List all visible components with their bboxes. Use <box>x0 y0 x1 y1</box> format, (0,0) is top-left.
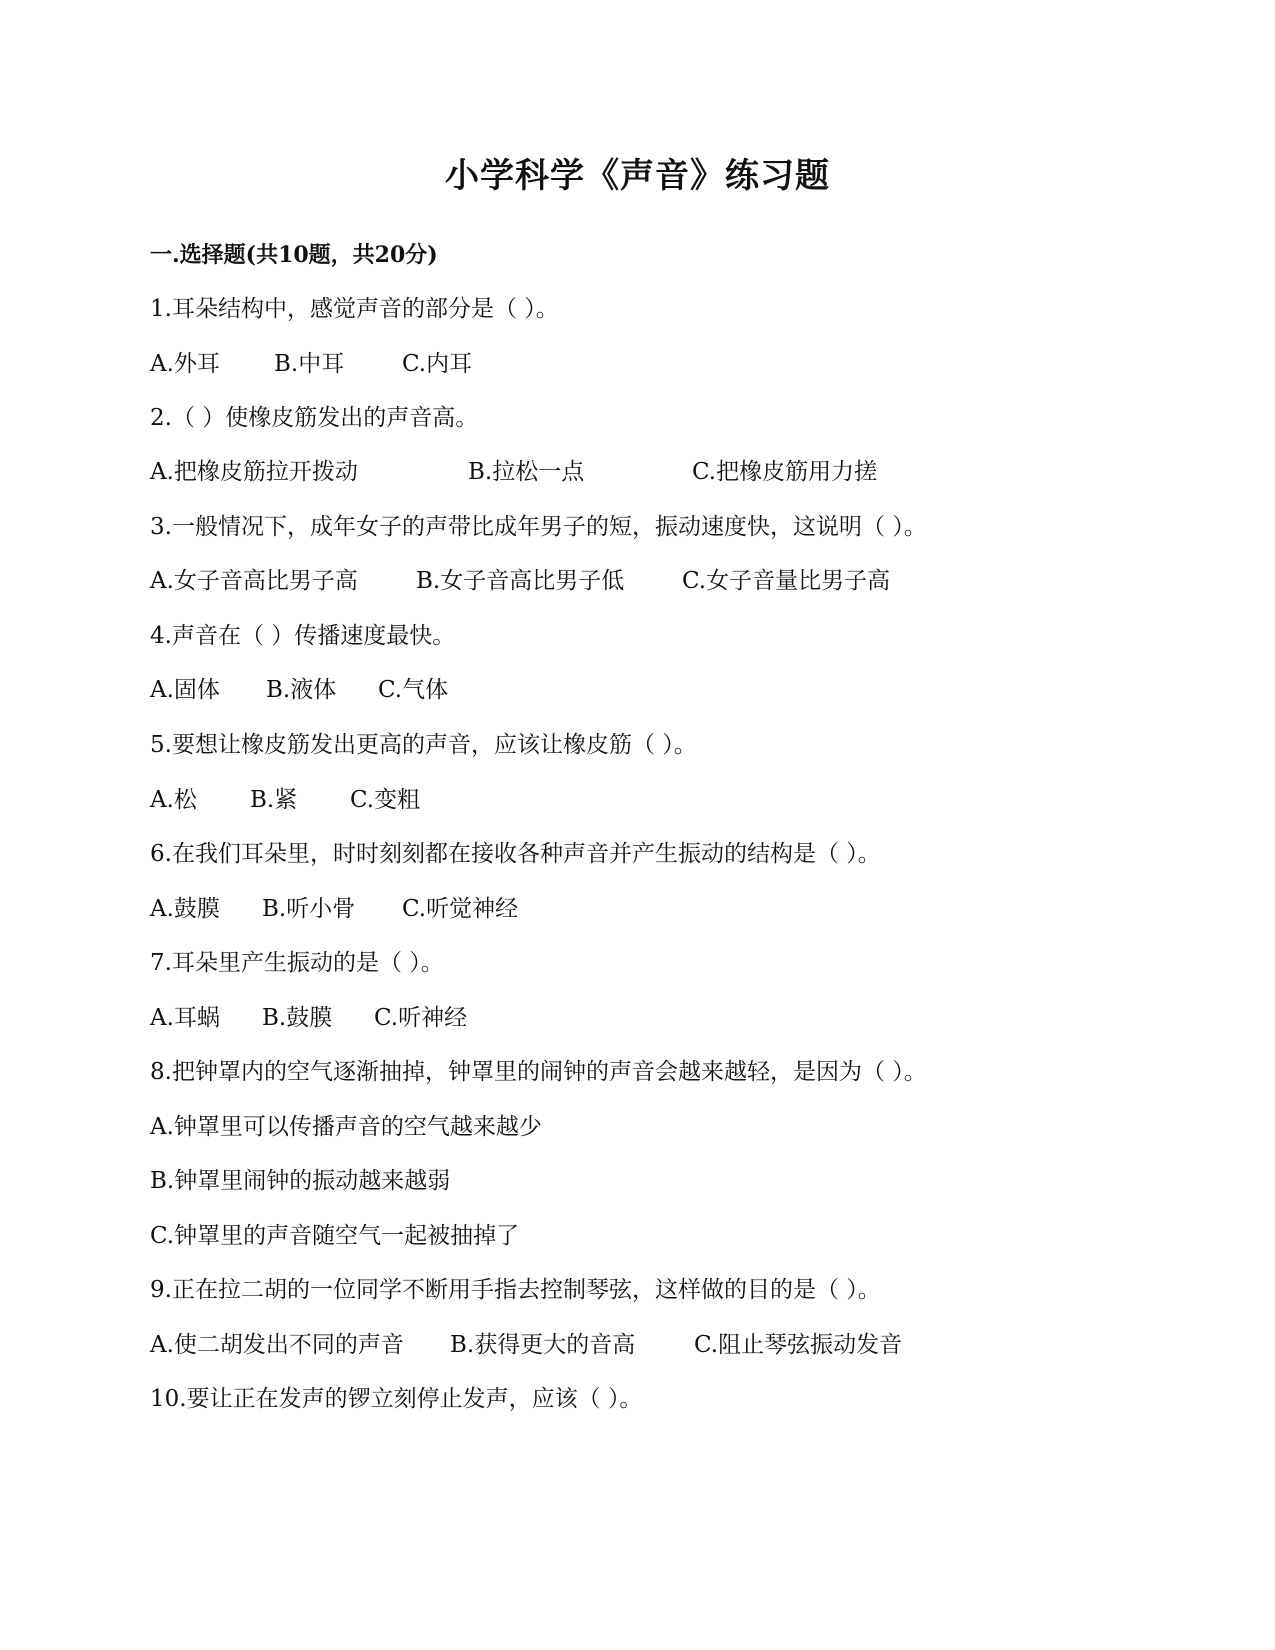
question-2-stem: 2.（ ）使橡皮筋发出的声音高。 <box>150 405 479 431</box>
question-1-options <box>150 345 472 378</box>
option-a: A.外耳 <box>150 351 220 377</box>
option-c: C.变粗 <box>350 787 421 813</box>
option-a: A.固体 <box>150 677 220 703</box>
question-8-stem: 8.把钟罩内的空气逐渐抽掉，钟罩里的闹钟的声音会越来越轻，是因为（ ）。 <box>150 1059 927 1085</box>
question-6-options <box>150 890 518 923</box>
question-6-stem: 6.在我们耳朵里，时时刻刻都在接收各种声音并产生振动的结构是（ ）。 <box>150 841 881 867</box>
option-c: C.把橡皮筋用力搓 <box>692 459 878 485</box>
question-3-stem: 3.一般情况下，成年女子的声带比成年男子的短，振动速度快，这说明（ ）。 <box>150 514 927 540</box>
question-9-options <box>150 1326 902 1359</box>
option-a: A.女子音高比男子高 <box>150 568 358 594</box>
option-c: C.听神经 <box>374 1005 468 1031</box>
option-a: A.使二胡发出不同的声音 <box>150 1332 404 1358</box>
option-c: C.内耳 <box>402 351 473 377</box>
question-2-options <box>150 453 877 486</box>
option-b: B.获得更大的音高 <box>450 1332 636 1358</box>
option-a: A.耳蜗 <box>150 1005 220 1031</box>
question-5-stem: 5.要想让橡皮筋发出更高的声音，应该让橡皮筋（ ）。 <box>150 732 697 758</box>
option-c: C.气体 <box>378 677 449 703</box>
section-heading: 一.选择题(共10题，共20分) <box>150 242 438 268</box>
question-7-options <box>150 999 467 1032</box>
question-4-options <box>150 671 448 704</box>
document-title: 小学科学《声音》练习题 <box>445 156 830 196</box>
question-10-stem: 10.要让正在发声的锣立刻停止发声，应该（ ）。 <box>150 1386 643 1412</box>
option-c: C.听觉神经 <box>402 896 519 922</box>
option-b: B.听小骨 <box>262 896 356 922</box>
question-1-stem: 1.耳朵结构中，感觉声音的部分是（ ）。 <box>150 296 559 322</box>
question-8-option-c: C.钟罩里的声音随空气一起被抽掉了 <box>150 1223 520 1249</box>
question-5-options <box>150 781 420 814</box>
question-8-option-b: B.钟罩里闹钟的振动越来越弱 <box>150 1168 451 1194</box>
question-4-stem: 4.声音在（ ）传播速度最快。 <box>150 623 456 649</box>
option-b: B.女子音高比男子低 <box>416 568 625 594</box>
option-a: A.松 <box>150 787 197 813</box>
question-8-option-a: A.钟罩里可以传播声音的空气越来越少 <box>150 1114 542 1140</box>
question-7-stem: 7.耳朵里产生振动的是（ ）。 <box>150 950 444 976</box>
option-b: B.拉松一点 <box>468 459 585 485</box>
option-a: A.把橡皮筋拉开拨动 <box>150 459 358 485</box>
option-b: B.紧 <box>250 787 298 813</box>
option-b: B.液体 <box>266 677 337 703</box>
option-a: A.鼓膜 <box>150 896 220 922</box>
option-b: B.中耳 <box>274 351 345 377</box>
option-b: B.鼓膜 <box>262 1005 333 1031</box>
question-3-options <box>150 562 890 595</box>
option-c: C.女子音量比男子高 <box>682 568 891 594</box>
question-9-stem: 9.正在拉二胡的一位同学不断用手指去控制琴弦，这样做的目的是（ ）。 <box>150 1277 881 1303</box>
option-c: C.阻止琴弦振动发音 <box>694 1332 903 1358</box>
